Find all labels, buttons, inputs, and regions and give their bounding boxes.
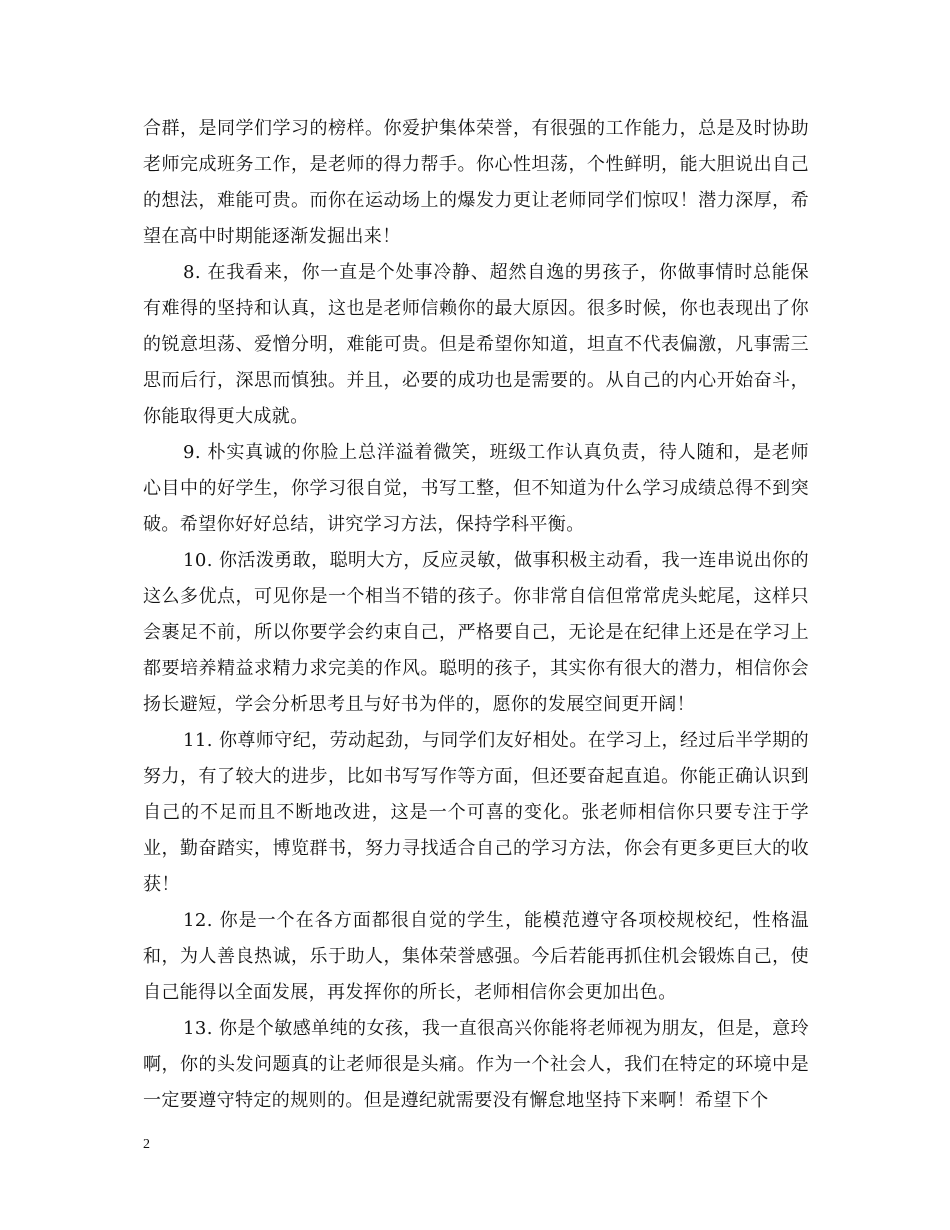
paragraph-comment-9: 9. 朴实真诚的你脸上总洋溢着微笑，班级工作认真负责，待人随和，是老师心目中的好学生，你学习很自觉，书写工整，但不知道为什么学习成绩总得不到突破。希望你好好总结，讲究学习方法，保持学科平衡。	[143, 442, 809, 535]
paragraph-comment-10: 10. 你活泼勇敢，聪明大方，反应灵敏，做事积极主动看，我一连串说出你的这么多优点，可见你是一个相当不错的孩子。你非常自信但常常虎头蛇尾，这样只会裹足不前，所以你要学会约束自己，严格要自己，无论是在纪律上还是在学习上都要培养精益求精力求完美的作风。聪明的孩子，其实你有很大的潜力，相信你会扬长避短，学会分析思考且与好书为伴的，愿你的发展空间更开阔！	[143, 550, 809, 715]
page-number: 2	[143, 1137, 150, 1152]
paragraph-continuation: 合群，是同学们学习的榜样。你爱护集体荣誉，有很强的工作能力，总是及时协助老师完成班务工作，是老师的得力帮手。你心性坦荡，个性鲜明，能大胆说出自己的想法，难能可贵。而你在运动场上的爆发力更让老师同学们惊叹！潜力深厚，希望在高中时期能逐渐发掘出来！	[143, 118, 809, 247]
paragraph-comment-12: 12. 你是一个在各方面都很自觉的学生，能模范遵守各项校规校纪，性格温和，为人善良热诚，乐于助人，集体荣誉感强。今后若能再抓住机会锻炼自己，使自己能得以全面发展，再发挥你的所长，老师相信你会更加出色。	[143, 910, 809, 1003]
paragraph-comment-11: 11. 你尊师守纪，劳动起劲，与同学们友好相处。在学习上，经过后半学期的努力，有了较大的进步，比如书写写作等方面，但还要奋起直追。你能正确认识到自己的不足而且不断地改进，这是一个可喜的变化。张老师相信你只要专注于学业，勤奋踏实，博览群书，努力寻找适合自己的学习方法，你会有更多更巨大的收获！	[143, 730, 809, 895]
document-body	[143, 111, 809, 1119]
paragraph-comment-13: 13. 你是个敏感单纯的女孩，我一直很高兴你能将老师视为朋友，但是，意玲啊，你的头发问题真的让老师很是头痛。作为一个社会人，我们在特定的环境中是一定要遵守特定的规则的。但是遵纪就需要没有懈怠地坚持下来啊！希望下个	[143, 1018, 809, 1111]
paragraph-comment-8: 8. 在我看来，你一直是个处事冷静、超然自逸的男孩子，你做事情时总能保有难得的坚持和认真，这也是老师信赖你的最大原因。很多时候，你也表现出了你的锐意坦荡、爱憎分明，难能可贵。但是希望你知道，坦直不代表偏激，凡事需三思而后行，深思而慎独。并且，必要的成功也是需要的。从自己的内心开始奋斗，你能取得更大成就。	[143, 262, 809, 427]
